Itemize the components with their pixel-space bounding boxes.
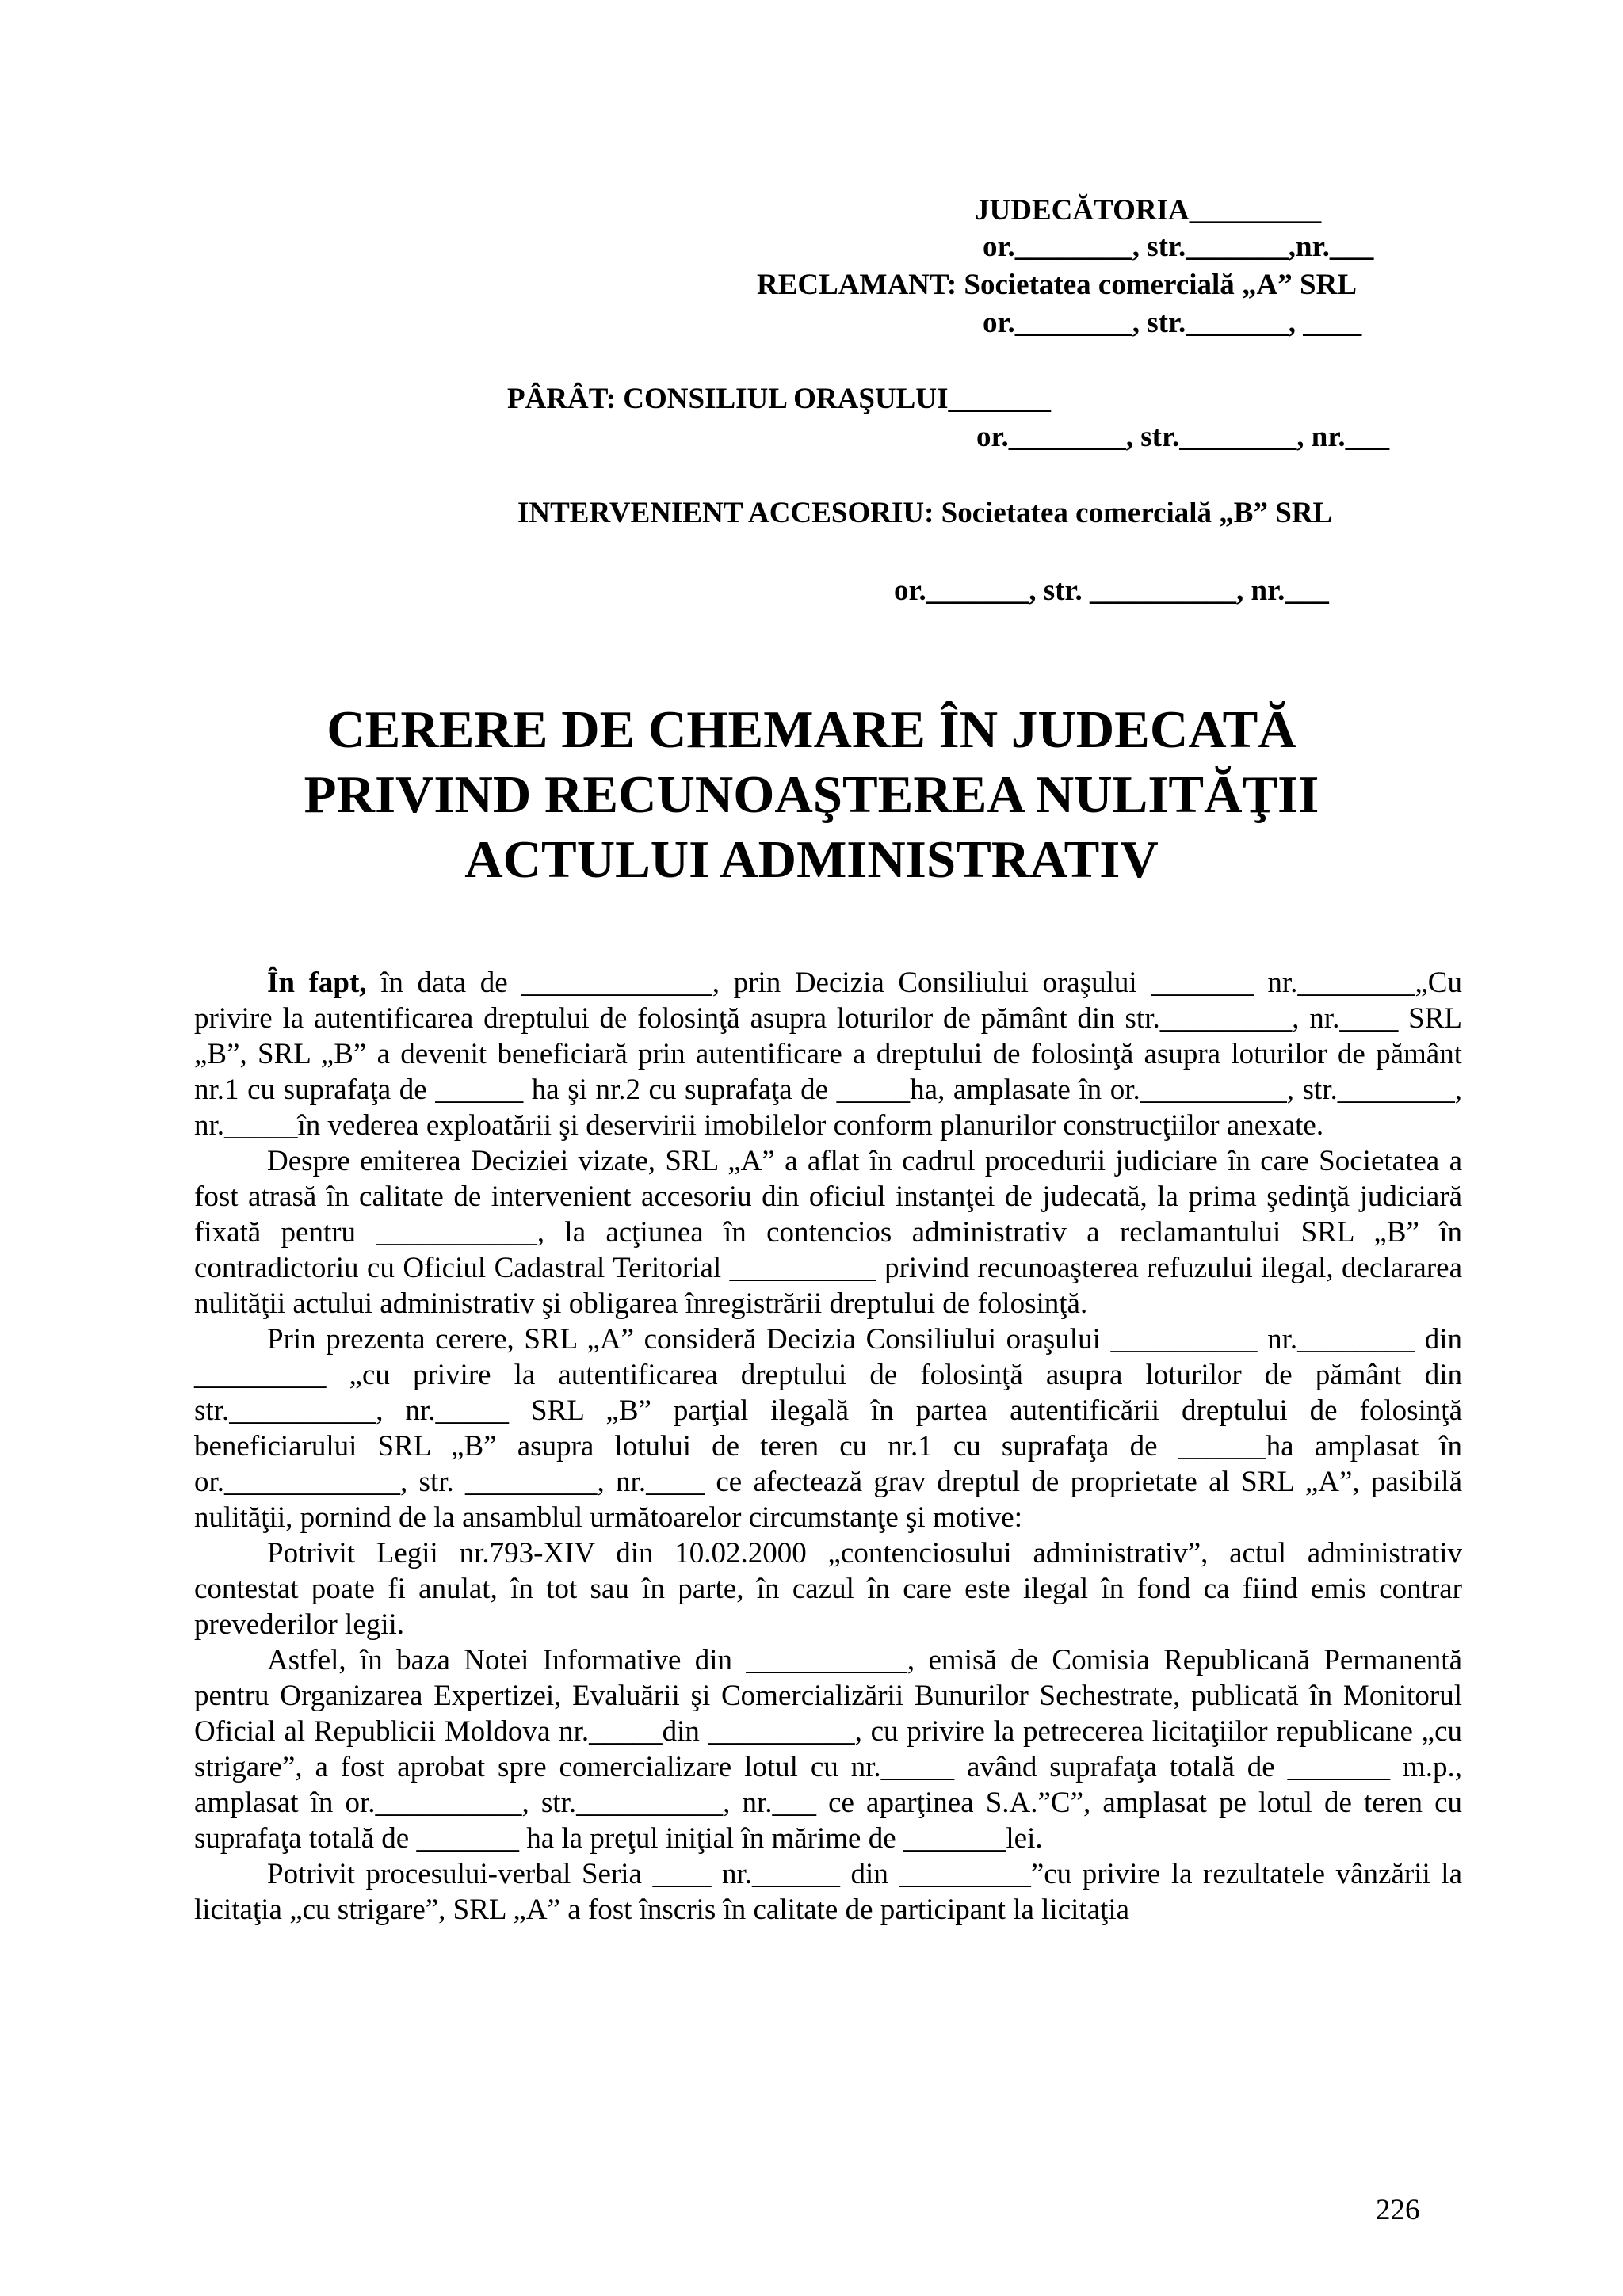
- body-paragraph: Prin prezenta cerere, SRL „A” consideră Decizia Consiliului oraşului __________ nr.________ din _________ „cu privire la autentificarea dreptului de folosinţă asupra loturilor de pământ din str.__________, nr._____ SRL „B” parţial ilegală în partea autentificării dreptului de folosinţă beneficiarului SRL „B” asupra lotului de teren cu nr.1 cu suprafaţa de ______ha amplasat în or.____________, str. _________, nr.____ ce afectează grav dreptul de proprietate al SRL „A”, pasibilă nulităţii, pornind de la ansamblul următoarelor circumstanţe şi motive:: [194, 1323, 1462, 1534]
- intervener-line: INTERVENIENT ACCESORIU: Societatea comercială „B” SRL: [517, 497, 1333, 529]
- intervener-address-line: or._______, str. __________, nr.___: [894, 574, 1329, 607]
- plaintiff-line: RECLAMANT: Societatea comercială „A” SRL: [757, 269, 1358, 301]
- court-address-line: or.________, str._______,nr.___: [983, 231, 1374, 263]
- paragraph-text: în data de _____________, prin Decizia Consiliului oraşului _______ nr.________„Cu privire la autentificarea dreptului de folosinţă asupra loturilor de pământ din str._________, nr.____ SRL „B”, SRL „B” a devenit beneficiară prin autentificare a dreptului de folosinţă asupra loturilor de pământ nr.1 cu suprafaţa de ______ ha şi nr.2 cu suprafaţa de _____ha, amplasate în or.__________, str.________, nr._____în vederea exploatării şi deservirii imobilelor conform planurilor construcţiilor anexate.: [194, 967, 1462, 1142]
- body-paragraph: Potrivit Legii nr.793-XIV din 10.02.2000 „contenciosului administrativ”, actul administrativ contestat poate fi anulat, în tot sau în parte, în cazul în care este ilegal în fond ca fiind emis contrar prevederilor legii.: [194, 1537, 1462, 1641]
- body-paragraph: Astfel, în baza Notei Informative din ___________, emisă de Comisia Republicană Permanentă pentru Organizarea Expertizei, Evaluării şi Comercializării Bunurilor Sechestrate, publicată în Monitorul Oficial al Republicii Moldova nr._____din __________, cu privire la petrecerea licitaţiilor republicane „cu strigare”, a fost aprobat spre comercializare lotul cu nr._____ având suprafaţa totală de _______ m.p., amplasat în or.__________, str.__________, nr.___ ce aparţinea S.A.”C”, amplasat pe lotul de teren cu suprafaţa totală de _______ ha la preţul iniţial în mărime de _______lei.: [194, 1644, 1462, 1855]
- body-paragraph: Potrivit procesului-verbal Seria ____ nr.______ din _________”cu privire la rezultatele vânzării la licitaţia „cu strigare”, SRL „A” a fost înscris în calitate de participant la licitaţia: [194, 1858, 1462, 1926]
- paragraph-lead: În fapt,: [267, 967, 367, 999]
- body-paragraph: [194, 965, 1462, 1143]
- defendant-line: PÂRÂT: CONSILIUL ORAŞULUI_______: [507, 383, 1051, 415]
- title-line: CERERE DE CHEMARE ÎN JUDECATĂ: [327, 700, 1296, 759]
- court-name-line: JUDECĂTORIA_________: [975, 194, 1322, 227]
- document-title: [0, 697, 1623, 892]
- defendant-address-line: or.________, str.________, nr.___: [976, 421, 1390, 453]
- plaintiff-address-line: or.________, str._______, ____: [983, 307, 1362, 339]
- title-line: PRIVIND RECUNOAŞTEREA NULITĂŢII: [304, 765, 1319, 824]
- document-body: [194, 965, 1462, 1928]
- page-number: 226: [1376, 2194, 1420, 2226]
- body-paragraph: Despre emiterea Deciziei vizate, SRL „A” a aflat în cadrul procedurii judiciare în care Societatea a fost atrasă în calitate de intervenient accesoriu din oficiul instanţei de judecată, la prima şedinţă judiciară fixată pentru ___________, la acţiunea în contencios administrativ a reclamantului SRL „B” în contradictoriu cu Oficiul Cadastral Teritorial __________ privind recunoaşterea refuzului ilegal, declararea nulităţii actului administrativ şi obligarea înregistrării dreptului de folosinţă.: [194, 1145, 1462, 1320]
- title-line: ACTULUI ADMINISTRATIV: [464, 830, 1159, 889]
